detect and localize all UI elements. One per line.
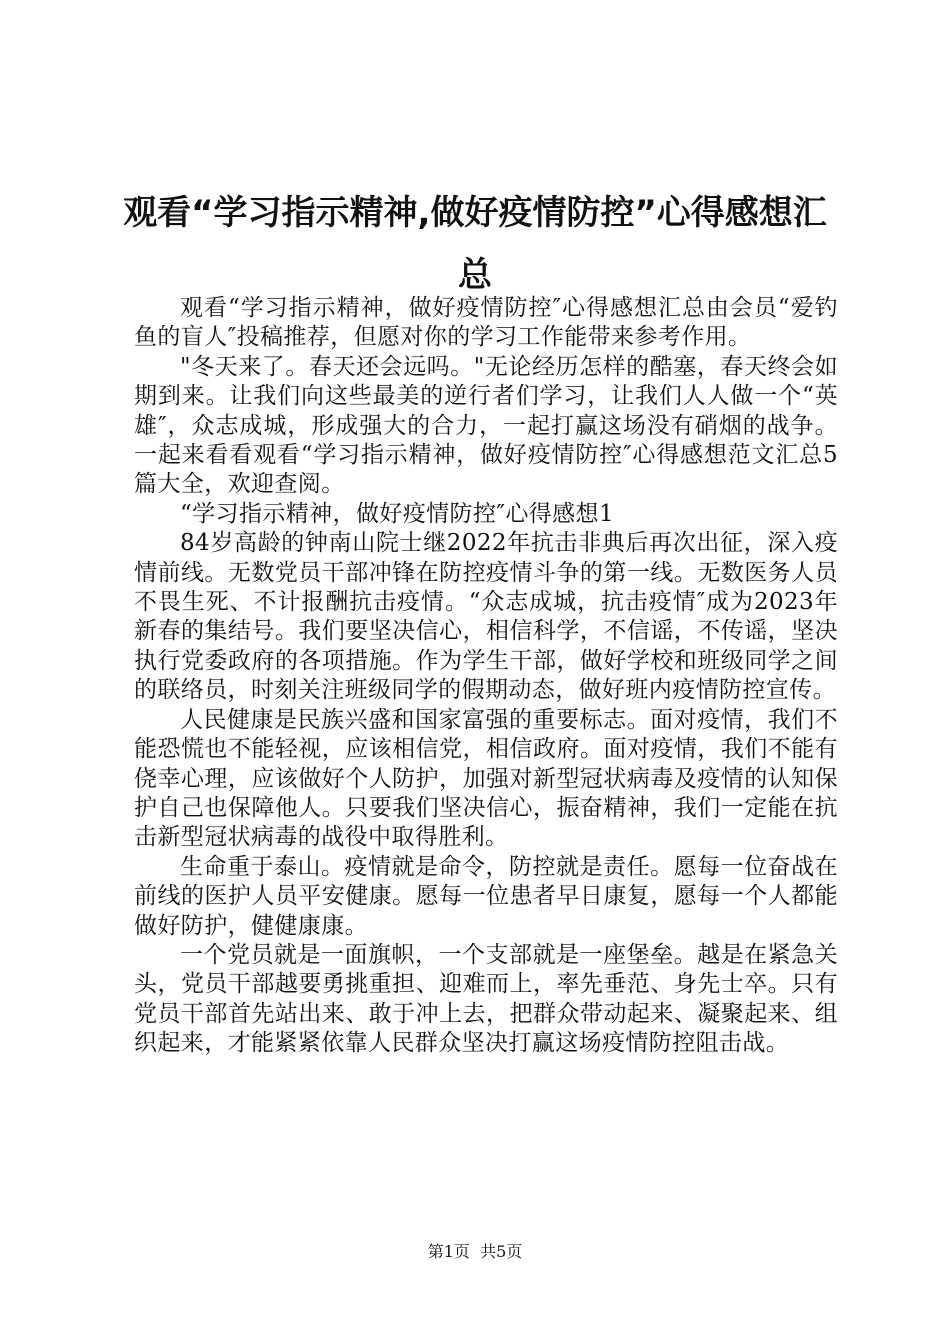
document-body [134, 294, 838, 1059]
page-footer [0, 1241, 950, 1263]
paragraph: 84岁高龄的钟南山院士继2022年抗击非典后再次出征，深入疫情前线。无数党员干部冲锋在防控疫情斗争的第一线。无数医务人员不畏生死、不计报酬抗击疫情。“众志成城，抗击疫情″成为2023年新春的集结号。我们要坚决信心，相信科学，不信谣，不传谣，坚决执行党委政府的各项措施。作为学生干部，做好学校和班级同学之间的联络员，时刻关注班级同学的假期动态，做好班内疫情防控宣传。 [134, 530, 838, 704]
paragraph-preface: "冬天来了。春天还会远吗。"无论经历怎样的酷塞，春天终会如期到来。让我们向这些最美的逆行者们学习，让我们人人做一个“英雄″，众志成城，形成强大的合力，一起打赢这场没有硝烟的战争。一起来看看观看“学习指示精神，做好疫情防控″心得感想范文汇总5篇大全，欢迎查阅。 [134, 353, 838, 498]
paragraph: 人民健康是民族兴盛和国家富强的重要标志。面对疫情，我们不能恐慌也不能轻视，应该相信党，相信政府。面对疫情，我们不能有侥幸心理，应该做好个人防护，加强对新型冠状病毒及疫情的认知保护自己也保障他人。只要我们坚决信心，振奋精神，我们一定能在抗击新型冠状病毒的战役中取得胜利。 [134, 706, 838, 851]
document-title: 观看“学习指示精神,做好疫情防控”心得感想汇总 [123, 193, 827, 295]
section-heading: “学习指示精神，做好疫情防控″心得感想1 [180, 500, 614, 527]
page-number: 第1页 [427, 1242, 470, 1261]
paragraph-intro: 观看“学习指示精神，做好疫情防控″心得感想汇总由会员“爱钓鱼的盲人″投稿推荐，但愿对你的学习工作能带来参考作用。 [134, 295, 838, 351]
paragraph: 一个党员就是一面旗帜，一个支部就是一座堡垒。越是在紧急关头，党员干部越要勇挑重担、迎难而上，率先垂范、身先士卒。只有党员干部首先站出来、敢于冲上去，把群众带动起来、凝聚起来、组织起来，才能紧紧依靠人民群众坚决打赢这场疫情防控阻击战。 [134, 941, 838, 1057]
page-total: 共5页 [480, 1242, 523, 1261]
paragraph: 生命重于泰山。疫情就是命令，防控就是责任。愿每一位奋战在前线的医护人员平安健康。愿每一位患者早日康复，愿每一个人都能做好防护，健健康康。 [134, 853, 838, 939]
